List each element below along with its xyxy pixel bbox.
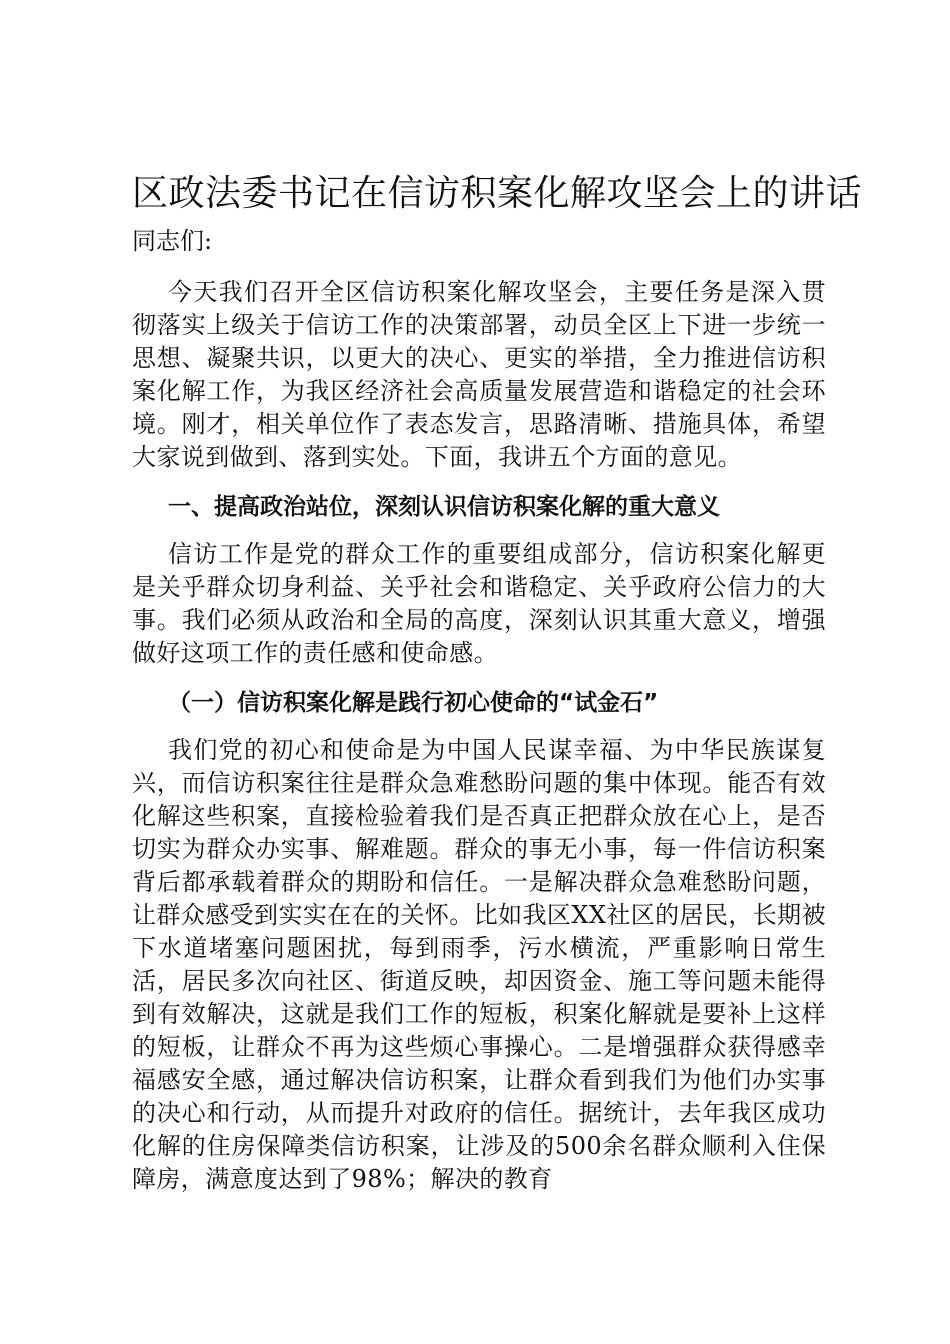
- subsection-1-heading: （一）信访积案化解是践行初心使命的“试金石”: [168, 690, 659, 716]
- salutation: 同志们:: [132, 227, 213, 255]
- document-title: 区政法委书记在信访积案化解攻坚会上的讲话: [132, 173, 863, 214]
- section-1-heading: 一、提高政治站位，深刻认识信访积案化解的重大意义: [168, 494, 720, 520]
- subsection-1-paragraph: 我们党的初心和使命是为中国人民谋幸福、为中华民族谋复兴，而信访积案往往是群众急难愁盼问题的集中体现。能否有效化解这些积案，直接检验着我们是否真正把群众放在心上，是否切实为群众办实事、解难题。群众的事无小事，每一件信访积案背后都承载着群众的期盼和信任。一是解决群众急难愁盼问题，让群众感受到实实在在的关怀。比如我区XX社区的居民，长期被下水道堵塞问题困扰，每到雨季，污水横流，严重影响日常生活，居民多次向社区、街道反映，却因资金、施工等问题未能得到有效解决，这就是我们工作的短板，积案化解就是要补上这样的短板，让群众不再为这些烦心事操心。二是增强群众获得感幸福感安全感，通过解决信访积案，让群众看到我们为他们办实事的决心和行动，从而提升对政府的信任。据统计，去年我区成功化解的住房保障类信访积案，让涉及的500余名群众顺利入住保障房，满意度达到了98%；解决的教育: [132, 736, 826, 1193]
- section-1-paragraph: 信访工作是党的群众工作的重要组成部分，信访积案化解更是关乎群众切身利益、关乎社会和谐稳定、关乎政府公信力的大事。我们必须从政治和全局的高度，深刻认识其重大意义，增强做好这项工作的责任感和使命感。: [132, 540, 826, 667]
- document-page: [132, 168, 863, 1212]
- intro-paragraph: 今天我们召开全区信访积案化解攻坚会，主要任务是深入贯彻落实上级关于信访工作的决策部署，动员全区上下进一步统一思想、凝聚共识，以更大的决心、更实的举措，全力推进信访积案化解工作，为我区经济社会高质量发展营造和谐稳定的社会环境。刚才，相关单位作了表态发言，思路清晰、措施具体，希望大家说到做到、落到实处。下面，我讲五个方面的意见。: [132, 278, 826, 471]
